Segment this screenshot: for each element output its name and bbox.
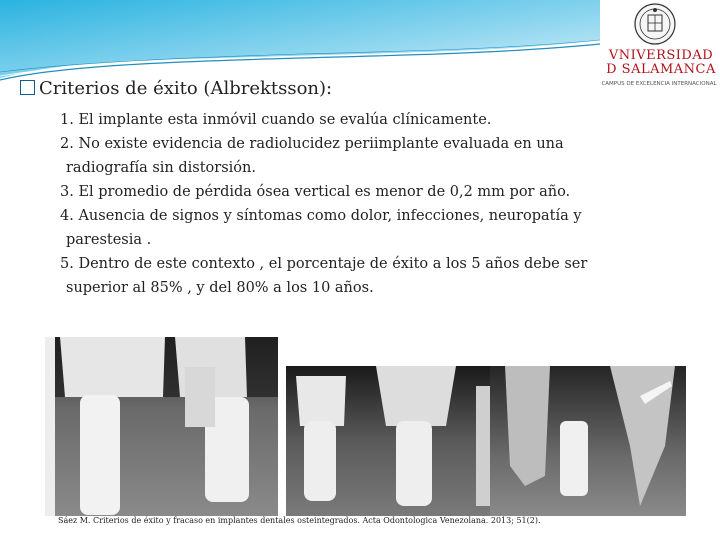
header-wave-band: [0, 0, 600, 82]
criteria-item-text: 1. El implante esta inmóvil cuando se evalúa clínicamente.: [60, 112, 492, 128]
slide-title-text: Criterios de éxito (Albrektsson):: [39, 78, 333, 99]
slide-title: [20, 78, 332, 99]
criteria-item: [60, 108, 640, 132]
criteria-item: [60, 132, 640, 180]
radiograph-image-1: [45, 337, 278, 516]
criteria-item-text: 2. No existe evidencia de radiolucidez periimplante evaluada en una: [60, 136, 564, 152]
university-seal-icon: [628, 2, 682, 46]
bullet-box-icon: [20, 80, 35, 95]
logo-name-line2: D SALAMANCA: [606, 62, 716, 77]
radiograph-image-3: [490, 366, 686, 516]
criteria-item: [60, 204, 640, 252]
criteria-list: [60, 108, 640, 300]
logo-name-line1: VNIVERSIDAD: [608, 48, 714, 63]
criteria-item-continuation: parestesia .: [66, 232, 152, 248]
criteria-item-text: 3. El promedio de pérdida ósea vertical es menor de 0,2 mm por año.: [60, 184, 571, 200]
citation-text: Sáez M. Criterios de éxito y fracaso en implantes dentales osteintegrados. Acta Odontologica Venezolana. 2013; 51(2).: [58, 516, 541, 525]
university-logo: [598, 0, 720, 95]
criteria-item: [60, 252, 640, 300]
criteria-item-text: 4. Ausencia de signos y síntomas como dolor, infecciones, neuropatía y: [60, 208, 582, 224]
criteria-item-continuation: radiografía sin distorsión.: [66, 160, 256, 176]
criteria-item-continuation: superior al 85% , y del 80% a los 10 años.: [66, 280, 374, 296]
criteria-item: [60, 180, 640, 204]
criteria-item-text: 5. Dentro de este contexto , el porcentaje de éxito a los 5 años debe ser: [60, 256, 588, 272]
radiograph-image-2: [286, 366, 490, 516]
logo-tagline: CAMPUS DE EXCELENCIA INTERNACIONAL: [601, 81, 717, 87]
